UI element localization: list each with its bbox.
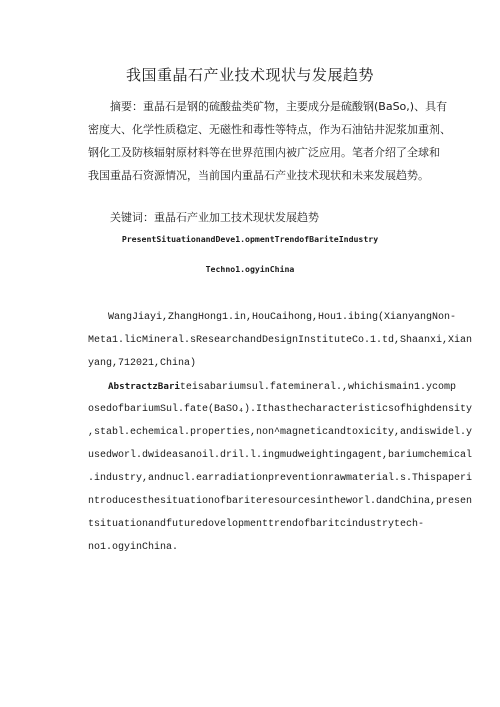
english-abstract-line: ,stabl.echemical.properties,non^magneticandtoxicity,andiswidel.y — [88, 427, 473, 438]
chinese-abstract-line: 摘要：重晶石是钢的硫酸盐类矿物，主要成分是硫酸钢(BaSo,)、具有 — [88, 100, 448, 113]
english-title-line-1: PresentSituationandDeve1.opmentTrendofBariteIndustry — [121, 234, 379, 244]
english-abstract-line: tsituationandfuturedovelopmenttrendofbaritcindustrytech- — [88, 519, 425, 530]
document-title: 我国重晶石产业技术现状与发展趋势 — [125, 66, 374, 84]
english-abstract-line: ntroducesthesituationofbariteresourcesintheworl.dandChina,presen — [88, 496, 473, 507]
english-abstract-line: usedworl.dwideasanoil.dril.l.ingmudweightingagent,bariumchemical — [88, 450, 473, 461]
chinese-abstract-line: 密度大、化学性质稳定、无磁性和毒性等特点，作为石油钻井泥浆加重剂、 — [88, 123, 451, 136]
english-title-line-2: Techno1.ogyinChina — [205, 264, 295, 274]
english-abstract-first-text: teisabariumsul.fatemineral.,whichismain1.ycomp — [179, 382, 456, 393]
author-line: yang,712021,China) — [88, 358, 197, 369]
chinese-abstract-line: 我国重晶石资源情况，当前国内重晶石产业技术现状和未来发展趋势。 — [88, 169, 429, 182]
author-line: WangJiayi,ZhangHong1.in,HouCaihong,Hou1.ibing(XianyangNon- — [88, 312, 457, 323]
author-affiliation — [88, 306, 473, 375]
chinese-abstract-line: 钢化工及防核辐射原材料等在世界范围内被广泛应用。笔者介绍了全球和 — [88, 146, 440, 159]
abstract-label: AbstractzBari — [108, 381, 180, 392]
chinese-abstract — [88, 95, 451, 187]
author-line: Meta1.licMineral.sResearchandDesignInstituteCo.1.td,Shaanxi,Xian — [88, 335, 473, 346]
english-abstract-line: .industry,andnucl.earradiationpreventionrawmaterial.s.Thispaperi — [88, 473, 473, 484]
english-abstract-line: osedofbariumSul.fate(BaSO₄).Ithasthecharacteristicsofhighdensity — [88, 404, 473, 415]
english-abstract — [88, 375, 473, 559]
chinese-keywords: 关键词：重晶石产业加工技术现状发展趋势 — [88, 211, 319, 224]
english-abstract-line: no1.ogyinChina. — [88, 542, 179, 553]
english-abstract-line — [88, 375, 456, 398]
